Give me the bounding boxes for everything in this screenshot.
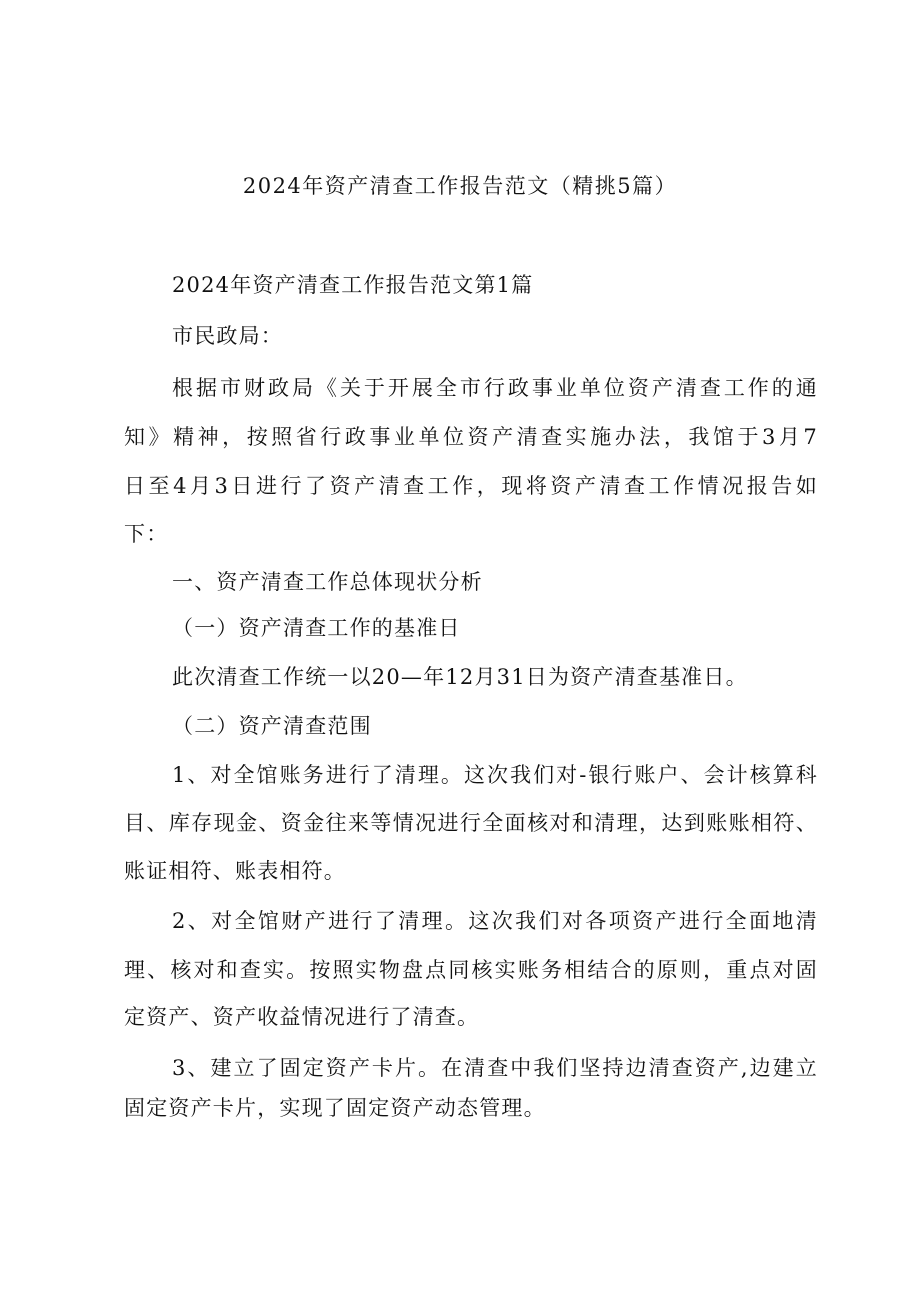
item-3-line: 3、建立了固定资产卡片。在清查中我们坚持边清查资产,边建立: [172, 1056, 818, 1080]
item-2-line: 2、对全馆财产进行了清理。这次我们对各项资产进行全面地清: [172, 909, 818, 933]
section-heading: 2024年资产清查工作报告范文第1篇: [172, 273, 534, 297]
subheading-1: （一）资产清查工作的基准日: [172, 616, 461, 640]
item-1-line: 目、库存现金、资金往来等情况进行全面核对和清理，达到账账相符、: [124, 811, 818, 835]
base-date-text: 此次清查工作统一以20—年12月31日为资产清查基准日。: [172, 665, 748, 689]
intro-line: 根据市财政局《关于开展全市行政事业单位资产清查工作的通: [172, 376, 818, 400]
intro-line: 下：: [124, 522, 169, 546]
subheading-2: （二）资产清查范围: [172, 714, 372, 738]
addressee: 市民政局：: [172, 324, 283, 348]
intro-line: 知》精神，按照省行政事业单位资产清查实施办法，我馆于3月7: [124, 425, 818, 449]
item-2-line: 理、核对和查实。按照实物盘点同核实账务相结合的原则，重点对固: [124, 958, 818, 982]
item-3-line: 固定资产卡片，实现了固定资产动态管理。: [124, 1096, 546, 1120]
item-1-line: 1、对全馆账务进行了清理。这次我们对-银行账户、会计核算科: [172, 763, 818, 787]
item-2-line: 定资产、资产收益情况进行了清查。: [124, 1005, 480, 1029]
intro-line: 日至4月3日进行了资产清查工作，现将资产清查工作情况报告如: [124, 474, 818, 498]
document-title: 2024年资产清查工作报告范文（精挑5篇）: [242, 174, 678, 198]
heading-1: 一、资产清查工作总体现状分析: [172, 570, 483, 594]
item-1-line: 账证相符、账表相符。: [124, 859, 346, 883]
